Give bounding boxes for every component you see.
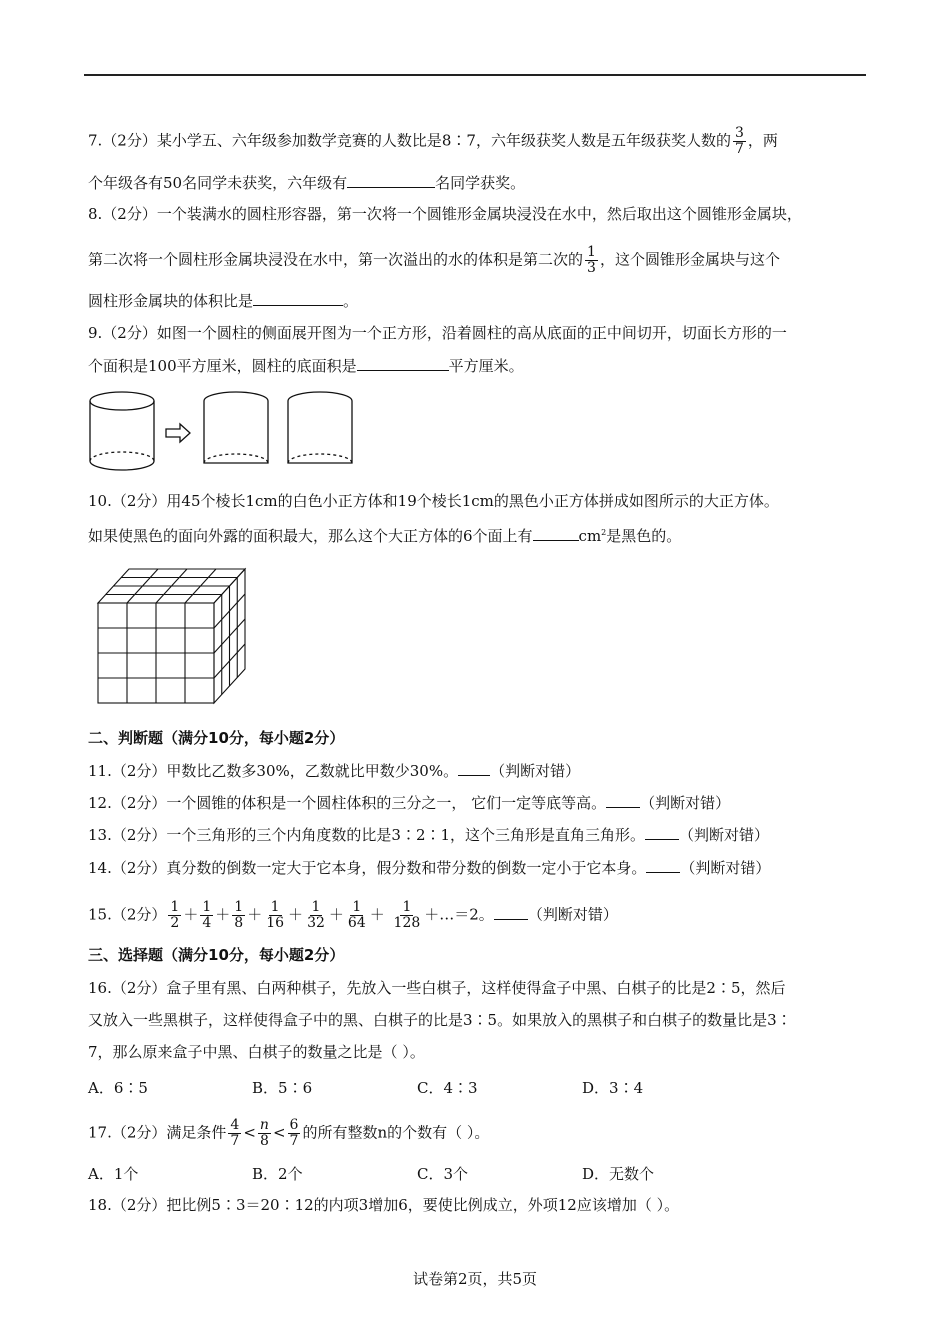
- q12-answer-blank[interactable]: [606, 792, 640, 808]
- q13: 13.（2分）一个三角形的三个内角度数的比是3∶2∶1，这个三角形是直角三角形。 （判断对错）: [88, 826, 770, 844]
- q9-answer-blank[interactable]: [357, 355, 449, 371]
- q16-line-1: 16.（2分）盒子里有黑、白两种棋子，先放入一些白棋子，这样使得盒子中黑、白棋子的比是2∶5，然后: [88, 979, 786, 997]
- q12: 12.（2分）一个圆锥的体积是一个圆柱体积的三分之一， 它们一定等底等高。 （判断对错）: [88, 794, 731, 812]
- q10-answer-blank[interactable]: [533, 525, 579, 541]
- q15-frac-5: $\frac{1}{32}$: [307, 899, 325, 931]
- q7-line-2: 个年级各有50名同学未获奖，六年级有 名同学获奖。: [88, 174, 526, 192]
- q15-frac-6: $\frac{1}{64}$: [347, 899, 366, 931]
- q9-line-2: 个面积是100平方厘米，圆柱的底面积是 平方厘米。: [88, 357, 524, 375]
- q15: 15.（2分） $\frac{1}{2}$ ＋ $\frac{1}{4}$ ＋ $\frac{1}{8}$ ＋ $\frac{1}{16}$ ＋ $\frac{1}{32}$ ＋ $\frac{1}{64}$ ＋ $\frac{1}{128}$ ＋…＝2。 （判断对错）: [88, 899, 618, 931]
- q8-line-2: 第二次将一个圆柱形金属块浸没在水中，第一次溢出的水的体积是第二次的 $\frac{1}{3}$ ，这个圆锥形金属块与这个: [88, 244, 780, 276]
- q11-answer-blank[interactable]: [458, 760, 490, 776]
- cylinder-bottom-front: [90, 461, 154, 470]
- q18: 18.（2分）把比例5∶3＝20∶12的内项3增加6，要使比例成立，外项12应该增加（ ）。: [88, 1196, 680, 1214]
- q14-answer-blank[interactable]: [646, 857, 680, 873]
- q17-option-c[interactable]: C．3个: [417, 1165, 469, 1183]
- q17-frac-1: $\frac{4}{7}$: [230, 1117, 240, 1149]
- q10-line-2: 如果使黑色的面向外露的面积最大，那么这个大正方体的6个面上有 $cm^2$是黑色的。: [88, 527, 682, 545]
- q17-frac-2: $\frac{n}{8}$: [259, 1117, 269, 1149]
- q7-line-1: 7.（2分）某小学五、六年级参加数学竞赛的人数比是8∶7，六年级获奖人数是五年级获奖人数的 $\frac{3}{7}$ ，两: [88, 125, 778, 157]
- q16-option-b[interactable]: B．5∶6: [252, 1079, 313, 1097]
- q9-cylinder-figure: [80, 385, 370, 475]
- q10-line-1: 10.（2分）用45个棱长1cm的白色小正方体和19个棱长1cm的黑色小正方体拼成如图所示的大正方体。: [88, 492, 779, 510]
- section-3-title: 三、选择题（满分10分，每小题2分）: [88, 946, 345, 964]
- q7-answer-blank[interactable]: [347, 172, 435, 188]
- half-cylinder-1: [204, 392, 268, 463]
- q14: 14.（2分）真分数的倒数一定大于它本身，假分数和带分数的倒数一定小于它本身。 （判断对错）: [88, 859, 771, 877]
- page-footer: 试卷第2页，共5页: [412, 1270, 538, 1288]
- q15-frac-2: $\frac{1}{4}$: [202, 899, 212, 931]
- q8-answer-blank[interactable]: [253, 290, 343, 306]
- q8-line-1: 8.（2分）一个装满水的圆柱形容器，第一次将一个圆锥形金属块浸没在水中，然后取出这个圆锥形金属块，: [88, 205, 802, 223]
- q15-frac-1: $\frac{1}{2}$: [170, 899, 180, 931]
- cylinder-top-ellipse: [90, 392, 154, 410]
- arrow-icon: [166, 424, 190, 442]
- q10-cube-figure: [95, 565, 250, 705]
- q16-line-2: 又放入一些黑棋子，这样使得盒子中的黑、白棋子的比是3∶5。如果放入的黑棋子和白棋子的数量比是3∶: [88, 1011, 792, 1029]
- q17: 17.（2分）满足条件 $\frac{4}{7}$ < $\frac{n}{8}$ < $\frac{6}{7}$ 的所有整数n的个数有（ ）。: [88, 1117, 490, 1149]
- q16-line-3: 7，那么原来盒子中黑、白棋子的数量之比是（ ）。: [88, 1043, 425, 1061]
- q8-line-3: 圆柱形金属块的体积比是 。: [88, 292, 359, 310]
- q17-frac-3: $\frac{6}{7}$: [289, 1117, 299, 1149]
- q17-option-a[interactable]: A．1个: [88, 1165, 139, 1183]
- q17-option-b[interactable]: B．2个: [252, 1165, 303, 1183]
- q16-option-d[interactable]: D．3∶4: [582, 1079, 644, 1097]
- half-cylinder-2: [288, 392, 352, 463]
- q8-fraction: $\frac{1}{3}$: [587, 244, 596, 276]
- q13-answer-blank[interactable]: [645, 824, 679, 840]
- q16-option-c[interactable]: C．4∶3: [417, 1079, 478, 1097]
- q15-frac-7: $\frac{1}{128}$: [393, 899, 421, 931]
- q11: 11.（2分）甲数比乙数多30%，乙数就比甲数少30%。 （判断对错）: [88, 762, 581, 780]
- header-rule: [84, 74, 866, 76]
- section-2-title: 二、判断题（满分10分，每小题2分）: [88, 729, 345, 747]
- q15-frac-4: $\frac{1}{16}$: [266, 899, 285, 931]
- q15-answer-blank[interactable]: [494, 904, 528, 920]
- q15-frac-3: $\frac{1}{8}$: [234, 899, 244, 931]
- q17-option-d[interactable]: D．无数个: [582, 1165, 655, 1183]
- cylinder-bottom-back: [90, 452, 154, 461]
- q7-text: 7.（2分）某小学五、六年级参加数学竞赛的人数比是8∶7，六年级获奖人数是五年级获奖人数的: [88, 131, 731, 150]
- q7-fraction: $\frac{3}{7}$: [734, 125, 744, 157]
- q9-line-1: 9.（2分）如图一个圆柱的侧面展开图为一个正方形，沿着圆柱的高从底面的正中间切开，切面长方形的一: [88, 324, 787, 342]
- q16-option-a[interactable]: A．6∶5: [88, 1079, 148, 1097]
